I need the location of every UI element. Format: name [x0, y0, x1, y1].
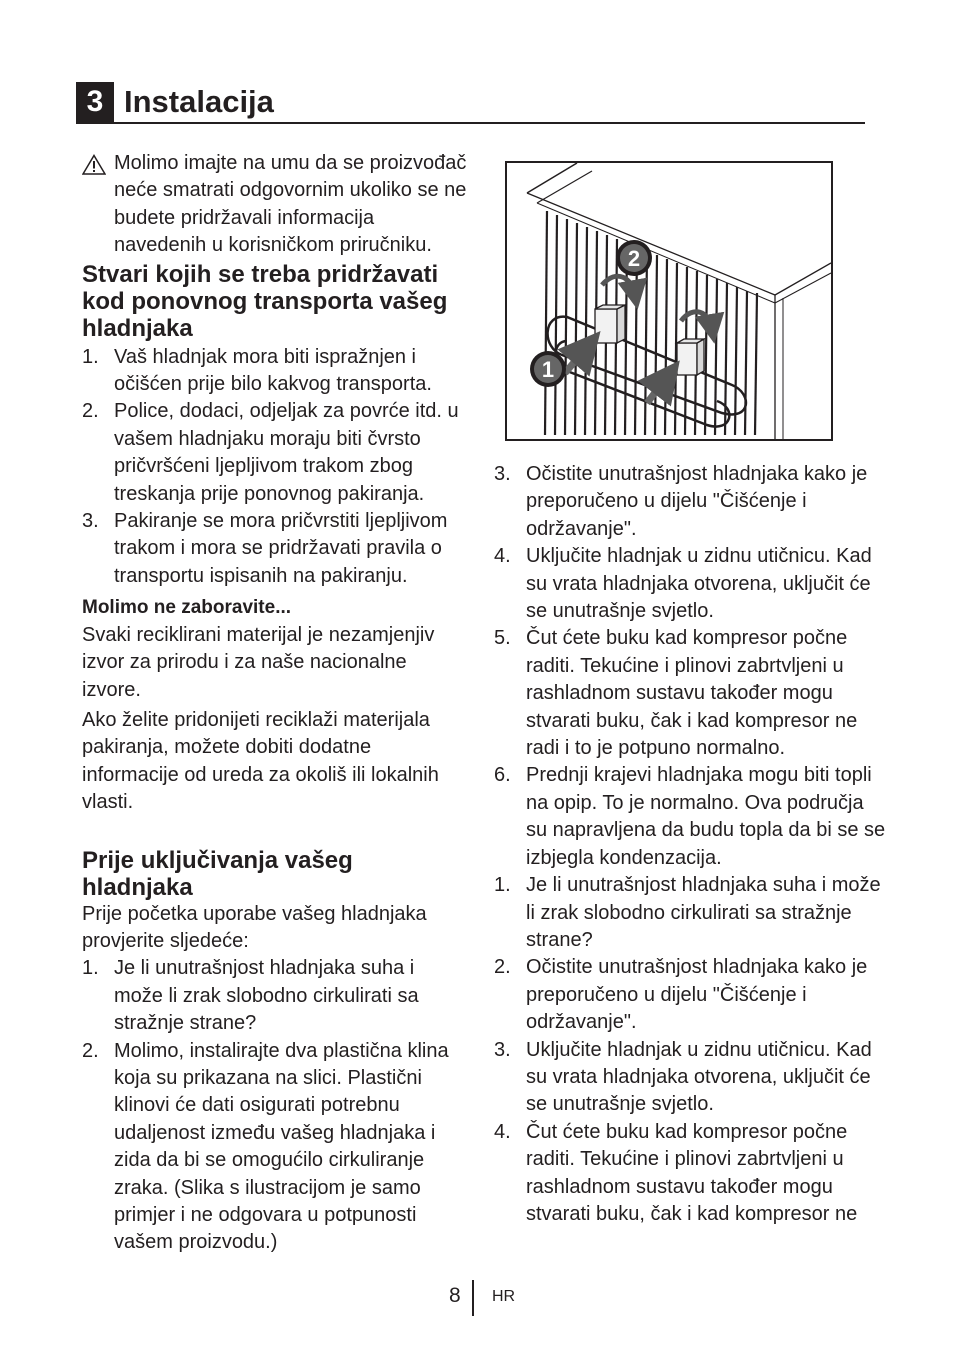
checklist-a	[494, 461, 889, 872]
list-item: 2. Očistite unutrašnjost hladnjaka kako je preporučeno u dijelu "Čišćenje i održavanje".	[494, 956, 868, 1034]
page-number: 8	[449, 1284, 461, 1307]
left-column	[82, 150, 467, 1257]
list-item: 1. Vaš hladnjak mora biti ispražnjen i očišćen prije bilo kakvog transporta.	[82, 345, 432, 396]
wedge-icon	[595, 305, 625, 343]
step-1-badge	[530, 351, 566, 387]
recycling-info-paragraph: Ako želite pridonijeti reciklaži materijala pakiranja, možete dobiti dodatne informacije od ureda za okoliš ili lokalnih vlasti.	[82, 708, 439, 814]
recycling-paragraph: Svaki reciklirani materijal je nezamjenjiv izvor za prirodu i za naše nacionalne izvore.	[82, 623, 435, 701]
before-intro: Prije početka uporabe vašeg hladnjaka provjerite sljedeće:	[82, 902, 427, 952]
transport-list	[82, 344, 467, 591]
list-item: 1. Je li unutrašnjost hladnjaka suha i može li zrak slobodno cirkulirati sa stražnje strane?	[494, 874, 881, 951]
section-title: Instalacija	[124, 84, 274, 119]
fridge-back-drawing	[507, 163, 831, 439]
list-item: 3. Očistite unutrašnjost hladnjaka kako je preporučeno u dijelu "Čišćenje i održavanje".	[494, 463, 868, 540]
transport-heading: Stvari kojih se treba pridržavati kod ponovnog transporta vašeg hladnjaka	[82, 260, 448, 342]
list-item: 4. Uključite hladnjak u zidnu utičnicu. Kad su vrata hladnjaka otvorena, uključit će se unutrašnje svjetlo.	[494, 545, 872, 623]
list-item: 3. Uključite hladnjak u zidnu utičnicu. Kad su vrata hladnjaka otvorena, uključit će se unutrašnje svjetlo.	[494, 1038, 872, 1116]
checklist-b	[494, 872, 889, 1228]
svg-text:1: 1	[541, 357, 555, 382]
before-heading: Prije uključivanja vašeg hladnjaka	[82, 846, 353, 901]
list-item: 2. Police, dodaci, odjeljak za povrće itd. u vašem hladnjaku moraju biti čvrsto pričvršćeni ljepljivom trakom zbog treskanja prije ponovnog pakiranja.	[82, 400, 459, 505]
warning-text: Molimo imajte na umu da se proizvođač neće smatrati odgovornim ukoliko se ne budete pridržavali informacija navedenih u korisničkom priručniku.	[114, 152, 467, 257]
wedge-icon	[677, 339, 704, 375]
section-number: 3	[76, 82, 114, 122]
list-item: 3. Pakiranje se mora pričvrstiti ljepljivom trakom i mora se pridržavati pravila o transportu ispisanih na pakiranju.	[82, 510, 448, 587]
warning-icon	[82, 154, 106, 175]
wedge-installation-illustration	[505, 161, 833, 441]
language-code: HR	[492, 1288, 516, 1305]
warning-note	[82, 150, 467, 260]
list-item: 2. Molimo, instalirajte dva plastična klina koja su prikazana na slici. Plastični klinovi će dati osigurati potrebnu udaljenost između vašeg hladnjaka i zida da bi se omogućilo cirkuliranje zraka. (Slika s ilustracijom je samo primjer i ne odgovara u potpunosti vašem proizvodu.)	[82, 1039, 449, 1254]
step-2-badge	[616, 240, 652, 276]
reminder-label: Molimo ne zaboravite...	[82, 597, 292, 619]
footer-divider	[472, 1280, 474, 1316]
section-header	[76, 80, 865, 124]
list-item: 4. Čut ćete buku kad kompresor počne raditi. Tekućine i plinovi zabrtvljeni u rashladnom sustavu također mogu stvarati buku, čak i kad kompresor ne	[494, 1120, 858, 1225]
list-item: 1. Je li unutrašnjost hladnjaka suha i može li zrak slobodno cirkulirati sa stražnje strane?	[82, 957, 419, 1035]
before-list	[82, 955, 467, 1256]
list-item: 5. Čut ćete buku kad kompresor počne raditi. Tekućine i plinovi zabrtvljeni u rashladnom sustavu također mogu stvarati buku, čak i kad kompresor ne radi i to je potpuno normalno.	[494, 627, 858, 760]
right-column	[494, 461, 889, 1228]
svg-text:2: 2	[627, 246, 641, 271]
list-item: 6. Prednji krajevi hladnjaka mogu biti topli na opip. To je normalno. Ova područja su napravljena da budu topla da bi se se izbjegla kondenzacija.	[494, 764, 886, 869]
